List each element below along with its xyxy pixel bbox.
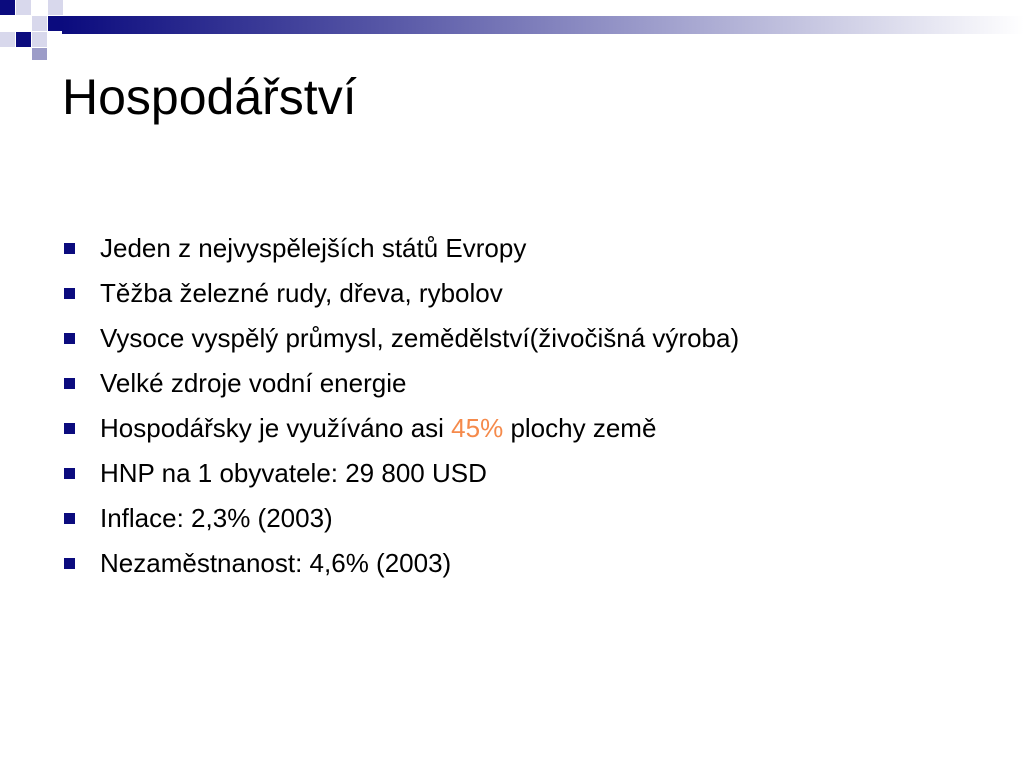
highlighted-percentage: 45% [451,413,504,443]
header-decoration-graphic [0,0,1024,60]
deco-square [16,16,31,31]
bullet-item [64,271,739,316]
bullet-text-part: plochy země [503,413,657,443]
square-bullet-icon [64,243,75,254]
deco-square [48,16,63,31]
square-bullet-icon [64,468,75,479]
bullet-item [64,406,739,451]
deco-square [16,0,31,15]
square-bullet-icon [64,513,75,524]
header-decoration [0,0,1024,60]
square-bullet-icon [64,288,75,299]
deco-square [32,48,47,60]
deco-square [48,0,63,15]
deco-square [32,32,47,47]
slide-title: Hospodářství [62,69,357,125]
bullet-text-part: Hospodářsky je využíváno asi [100,413,452,443]
bullet-text: Vysoce vyspělý průmysl, zemědělství(živočišná výroba) [100,323,740,353]
bullet-item [64,316,739,361]
bullet-text: Inflace: 2,3% (2003) [100,503,333,533]
bullet-list [64,226,739,586]
gradient-bar [62,16,1024,34]
bullet-text [100,413,656,444]
deco-square [0,0,15,15]
bullet-text: Nezaměstnanost: 4,6% (2003) [100,548,452,578]
square-bullet-icon [64,423,75,434]
bullet-item [64,496,739,541]
bullet-text: Těžba železné rudy, dřeva, rybolov [100,278,503,308]
bullet-text: HNP na 1 obyvatele: 29 800 USD [100,458,487,488]
bullet-item [64,541,739,586]
square-bullet-icon [64,558,75,569]
deco-square [16,32,31,47]
bullet-item [64,451,739,496]
square-bullet-icon [64,333,75,344]
deco-square [0,32,15,47]
bullet-text: Jeden z nejvyspělejších států Evropy [100,233,527,263]
deco-square [32,16,47,31]
bullet-item [64,226,739,271]
square-bullet-icon [64,378,75,389]
bullet-item [64,361,739,406]
bullet-text: Velké zdroje vodní energie [100,368,407,398]
